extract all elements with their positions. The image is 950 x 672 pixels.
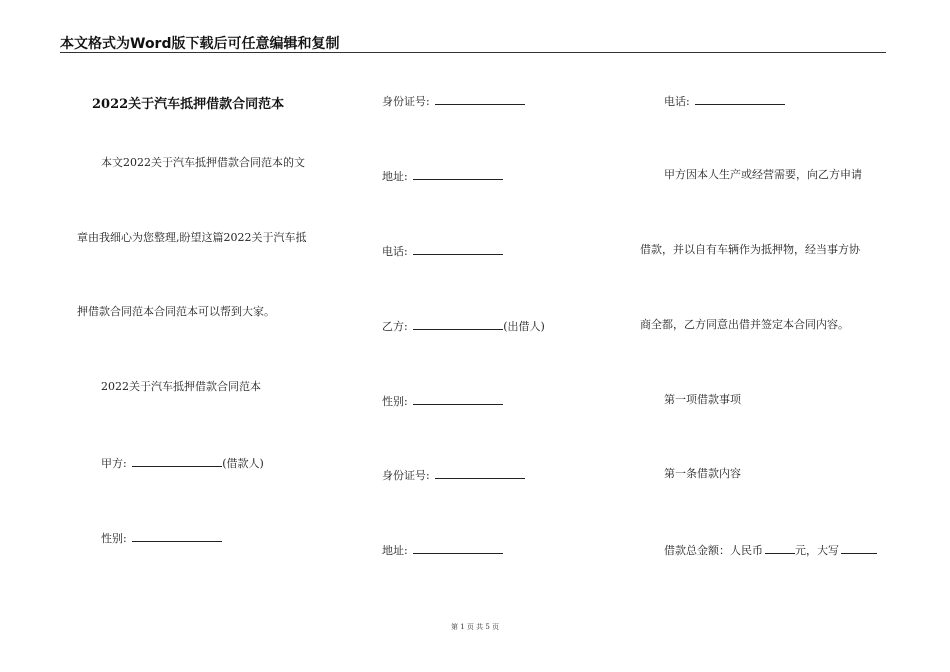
party-b-suffix: (出借人) — [503, 320, 545, 333]
party-a-gender-field — [101, 530, 222, 546]
address-blank-b — [413, 542, 503, 554]
party-b-label: 乙方: — [382, 320, 408, 333]
party-a-address-field — [382, 168, 503, 184]
header-title: 本文格式为Word版下载后可任意编辑和复制 — [60, 36, 340, 52]
amount-prefix: 借款总金额：人民币 — [664, 544, 763, 557]
party-b-id-field — [382, 467, 525, 483]
id-blank — [435, 93, 525, 105]
address-blank — [413, 168, 503, 180]
party-b-phone-field — [664, 93, 785, 109]
intro-line-1: 本文2022关于汽车抵押借款合同范本的文 — [101, 156, 305, 169]
party-a-label: 甲方: — [101, 457, 127, 470]
party-a-phone-field — [382, 243, 503, 259]
party-a-blank — [132, 455, 222, 467]
id-label: 身份证号: — [382, 95, 430, 108]
phone-blank — [413, 243, 503, 255]
section-heading: 第一项借款事项 — [664, 393, 741, 406]
page-footer: 第 1 页 共 5 页 — [450, 623, 500, 631]
party-a-field — [101, 455, 264, 471]
intro-line-2: 章由我细心为您整理,盼望这篇2022关于汽车抵 — [77, 231, 307, 244]
document-title: 2022关于汽车抵押借款合同范本 — [92, 97, 285, 112]
clause-heading: 第一条借款内容 — [664, 467, 741, 480]
amount-blank — [765, 542, 795, 554]
header-divider — [60, 52, 886, 53]
address-label: 地址: — [382, 170, 408, 183]
party-b-address-field — [382, 542, 503, 558]
id-label-b: 身份证号: — [382, 469, 430, 482]
gender-blank-b — [413, 393, 503, 405]
phone-blank-b — [695, 93, 785, 105]
address-label-b: 地址: — [382, 544, 408, 557]
amount-words-blank — [841, 542, 877, 554]
purpose-line-3: 商全都，乙方同意出借并签定本合同内容。 — [640, 318, 849, 331]
gender-label-b: 性别: — [382, 395, 408, 408]
gender-label: 性别: — [101, 532, 127, 545]
intro-line-3: 押借款合同范本合同范本可以帮到大家。 — [77, 305, 275, 318]
party-b-field — [382, 318, 545, 334]
gender-blank — [132, 530, 222, 542]
purpose-line-1: 甲方因本人生产或经营需要，向乙方申请 — [664, 168, 862, 181]
sub-title: 2022关于汽车抵押借款合同范本 — [101, 380, 261, 393]
purpose-line-2: 借款，并以自有车辆作为抵押物，经当事方协 — [640, 243, 860, 256]
loan-amount-field — [664, 542, 877, 558]
party-b-gender-field — [382, 393, 503, 409]
party-b-blank — [413, 318, 503, 330]
amount-middle: 元，大写 — [795, 544, 839, 557]
party-a-id-field — [382, 93, 525, 109]
phone-label-b: 电话: — [664, 95, 690, 108]
phone-label: 电话: — [382, 245, 408, 258]
id-blank-b — [435, 467, 525, 479]
party-a-suffix: (借款人) — [222, 457, 264, 470]
